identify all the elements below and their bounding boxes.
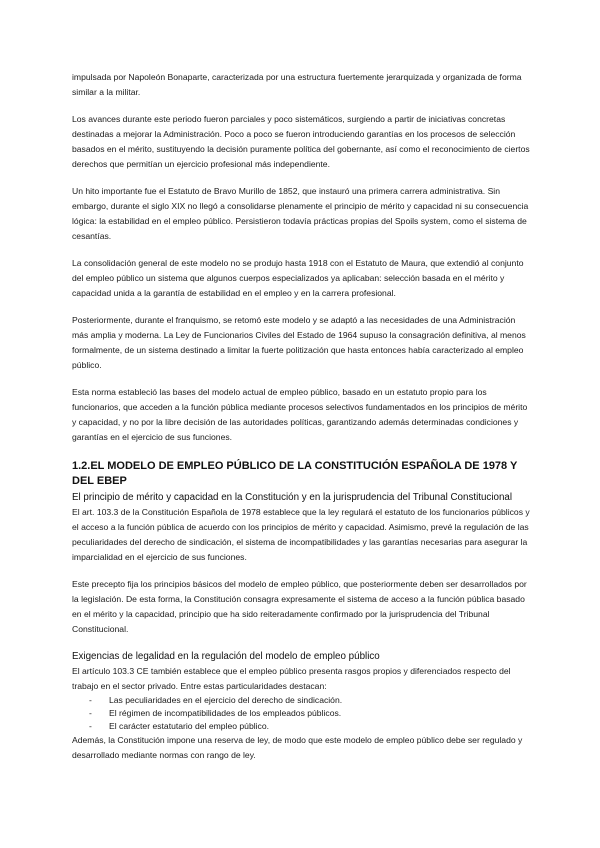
list-item-text: Las peculiaridades en el ejercicio del derecho de sindicación. [109, 695, 343, 705]
list-item [72, 707, 530, 720]
paragraph: El art. 103.3 de la Constitución Española de 1978 establece que la ley regulará el estatuto de los funcionarios públicos y el acceso a la función pública de acuerdo con los principios de mérito y capacidad. Asimismo, prevé la regulación de las peculiaridades del derecho de sindicación, el sistema de incompatibilidades y las garantías necesarias para asegurar la imparcialidad en el ejercicio de sus funciones. [72, 507, 530, 562]
dash-bullet: - [89, 721, 92, 731]
section-heading: 1.2.EL MODELO DE EMPLEO PÚBLICO DE LA CONSTITUCIÓN ESPAÑOLA DE 1978 Y DEL EBEP [72, 460, 518, 487]
dash-bullet: - [89, 695, 92, 705]
paragraph: Posteriormente, durante el franquismo, se retomó este modelo y se adaptó a las necesidades de una Administración más amplia y moderna. La Ley de Funcionarios Civiles del Estado de 1964 supuso la consagración definitiva, al menos formalmente, de un sistema destinado a limitar la fuerte politización que hasta entonces había caracterizado al empleo público. [72, 315, 526, 370]
paragraph: Además, la Constitución impone una reserva de ley, de modo que este modelo de empleo público debe ser regulado y desarrollado mediante normas con rango de ley. [72, 735, 523, 760]
dash-bullet: - [89, 708, 92, 718]
paragraph: El artículo 103.3 CE también establece que el empleo público presenta rasgos propios y diferenciados respecto del trabajo en el sector privado. Entre estas particularidades destacan: [72, 666, 511, 691]
paragraph: impulsada por Napoleón Bonaparte, caracterizada por una estructura fuertemente jerarquizada y organizada de forma similar a la militar. [72, 72, 522, 97]
paragraph: Un hito importante fue el Estatuto de Bravo Murillo de 1852, que instauró una primera carrera administrativa. Sin embargo, durante el siglo XIX no llegó a consolidarse plenamente el principio de mérito y capacidad ni su consecuencia lógica: la estabilidad en el empleo público. Persistieron todavía prácticas propias del Spoils system, como el sistema de cesantías. [72, 186, 529, 241]
bullet-list [72, 694, 530, 733]
document-page [72, 70, 530, 763]
paragraph: Esta norma estableció las bases del modelo actual de empleo público, basado en un estatuto propio para los funcionarios, que acceden a la función pública mediante procesos selectivos fundamentados en los principios de mérito y capacidad, y no por la libre decisión de las autoridades políticas, garantizando además determinadas condiciones y garantías en el ejercicio de sus funciones. [72, 387, 528, 442]
subsection-heading: El principio de mérito y capacidad en la Constitución y en la jurisprudencia del Tribunal Constitucional [72, 492, 513, 503]
subsection-heading: Exigencias de legalidad en la regulación del modelo de empleo público [72, 651, 380, 662]
paragraph: Los avances durante este periodo fueron parciales y poco sistemáticos, surgiendo a partir de iniciativas concretas destinadas a mejorar la Administración. Poco a poco se fueron introduciendo garantías en los procesos de selección basados en el mérito, sustituyendo la decisión puramente política del gobernante, así como el reconocimiento de ciertos derechos que permitían un ejercicio profesional más independiente. [72, 114, 530, 169]
list-item [72, 720, 530, 733]
paragraph: Este precepto fija los principios básicos del modelo de empleo público, que posteriormente deben ser desarrollados por la legislación. De esta forma, la Constitución consagra expresamente el sistema de acceso a la función pública basado en el mérito y la capacidad, principio que ha sido reiteradamente confirmado por la jurisprudencia del Tribunal Constitucional. [72, 579, 527, 634]
list-item [72, 694, 530, 707]
list-item-text: El carácter estatutario del empleo público. [109, 721, 270, 731]
list-item-text: El régimen de incompatibilidades de los empleados públicos. [109, 708, 342, 718]
paragraph: La consolidación general de este modelo no se produjo hasta 1918 con el Estatuto de Maura, que extendió al conjunto del empleo público un sistema que algunos cuerpos especializados ya aplicaban: selección basada en el mérito y capacidad unida a la garantía de estabilidad en el empleo y en la carrera profesional. [72, 258, 524, 298]
